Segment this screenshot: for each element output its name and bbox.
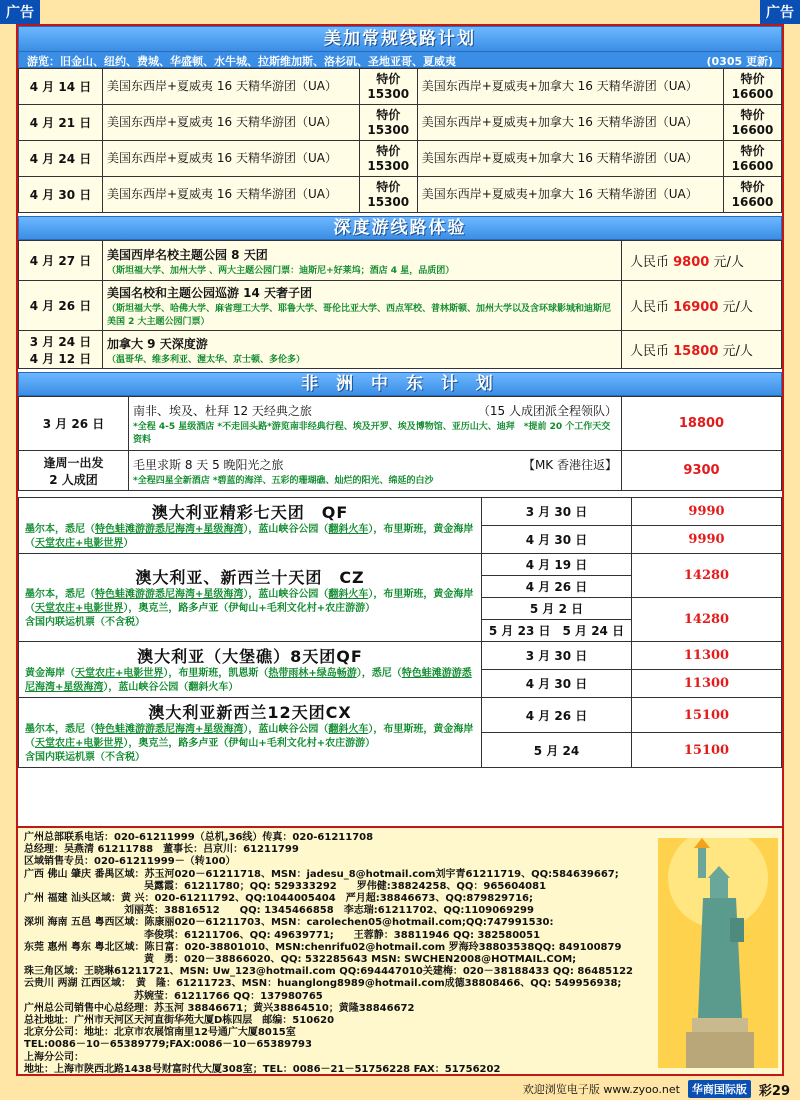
australia-row [19, 642, 782, 670]
australia-desc-part: 天堂农庄+电影世界 [35, 738, 124, 749]
australia-desc-part: 天堂农庄+电影世界 [35, 603, 124, 614]
usa-price-2 [724, 177, 782, 213]
usa-route-1: 美国东西岸+夏威夷 16 天精华游团（UA） [103, 105, 360, 141]
contact-line: 东莞 惠州 粤东 粤北区域：陈日富：020-38801010、MSN:chenrifu02@hotmail.com 罗海玲38803538QQ: 849100879 [24, 941, 622, 953]
deep-date [19, 281, 103, 331]
contact-line: 广州 福建 汕头区域：黄 兴：020-61211792、QQ:1044005404 严月超:38846673、QQ:879829716; [24, 893, 533, 905]
africa-sub: *全程四星全新酒店 *碧蓝的海洋、五彩的珊瑚礁、灿烂的阳光、绵延的白沙 [133, 475, 434, 486]
australia-desc-part: ），布里斯班，黄金海岸（ [25, 724, 474, 749]
usa-row [19, 141, 782, 177]
usa-price-1 [359, 105, 417, 141]
australia-desc-part: ），蓝山峡谷公园（ [243, 724, 329, 735]
contact-line: 北京分公司：地址：北京市农展馆南里12号通广大厦8015室 [24, 1027, 296, 1039]
australia-tour [19, 554, 482, 642]
statue-of-liberty-icon [658, 838, 778, 1068]
australia-tour-title: 澳大利亚、新西兰十天团 CZ [135, 568, 365, 587]
page-footer [0, 1078, 800, 1100]
africa-price: 9300 [622, 451, 782, 491]
usa-row [19, 105, 782, 141]
deep-title: 美国西岸名校主题公园 8 天团 [107, 247, 268, 262]
africa-note: 【MK 香港往返】 [522, 457, 617, 472]
deep-section-title: 深度游线路体验 [18, 216, 782, 240]
contact-line: 苏婉莹：61211766 QQ：137980765 [24, 990, 323, 1002]
deep-price [622, 241, 782, 281]
usa-price-2-label: 特价 [740, 179, 765, 194]
contact-line: 深圳 海南 五邑 粤西区域：陈康丽020－61211703、MSN：carolechen05@hotmail.com;QQ:747991530: [24, 917, 554, 929]
australia-price: 11300 [632, 642, 782, 670]
australia-date: 5 月 23 日 5 月 24 日 [482, 620, 632, 642]
australia-date: 4 月 30 日 [482, 526, 632, 554]
africa-sub: *全程 4-5 星级酒店 *不走回头路*游览南非经典行程、埃及开罗、埃及博物馆、亚历山大、迪拜 *提前 20 个工作天交资料 [133, 422, 611, 445]
africa-note: （15 人成团派全程领队） [477, 404, 617, 418]
australia-tour-desc [25, 667, 475, 695]
usa-price-2-value: 16600 [731, 158, 774, 173]
australia-desc-part: 特色蛙滩游游悉尼海湾+星级海湾 [95, 524, 244, 535]
usa-route-1: 美国东西岸+夏威夷 16 天精华游团（UA） [103, 69, 360, 105]
usa-section-title: 美加常规线路计划 [18, 26, 782, 52]
contact-line: 广州总部联系电话：020-61211999（总机,36线）传真：020-61211708 [24, 832, 374, 843]
usa-tour-cities: 游览：旧金山、纽约、费城、华盛顿、水牛城、拉斯维加斯、洛杉矶、圣地亚哥、夏威夷 [27, 55, 456, 68]
ad-label-left: 广告 [0, 0, 40, 24]
contact-line: 地址：上海市陕西北路1438号财富时代大厦308室；TEL：0086－21－51756228 FAX：51756202 [24, 1063, 501, 1075]
deep-title: 加拿大 9 天深度游 [107, 336, 208, 351]
deep-row [19, 331, 782, 369]
deep-date-2: 4 月 12 日 [29, 351, 92, 366]
africa-date [19, 451, 129, 491]
australia-price: 15100 [632, 733, 782, 768]
australia-desc-part: 翻斜火车 [328, 524, 369, 535]
usa-price-2-value: 16600 [731, 194, 774, 209]
usa-route-2: 美国东西岸+夏威夷+加拿大 16 天精华游团（UA） [417, 141, 723, 177]
australia-desc-part: 天堂农庄+电影世界 [35, 538, 124, 549]
footer-page-number: 彩29 [758, 1083, 790, 1099]
australia-row [19, 698, 782, 733]
deep-sub: （斯坦福大学、加州大学 、两大主题公园门票：迪斯尼+好莱坞；酒店 4 星，品质团） [107, 265, 455, 276]
australia-price: 15100 [632, 698, 782, 733]
australia-desc-part: ），奥克兰，路多卢亚（伊甸山+毛利文化村+农庄游游） [123, 738, 376, 749]
deep-price [622, 281, 782, 331]
contact-line: 云贵川 两湖 江西区域： 黄 隆：61211723、MSN：huanglong8989@hotmail.com成德38808466、QQ: 549956938; [24, 978, 622, 990]
deep-price-suffix: 元/人 [718, 344, 753, 359]
deep-price-value: 15800 [673, 344, 719, 359]
australia-tour [19, 642, 482, 698]
africa-desc [129, 397, 622, 451]
australia-desc-part: 墨尔本，悉尼（ [25, 589, 95, 600]
australia-desc-part: ） [123, 538, 134, 549]
australia-desc-part: 翻斜火车 [328, 589, 369, 600]
australia-table [18, 497, 782, 768]
australia-tour-desc [25, 723, 475, 751]
usa-price-1-value: 15300 [367, 194, 410, 209]
africa-desc [129, 451, 622, 491]
deep-price-prefix: 人民币 [630, 300, 674, 315]
australia-tour-desc [25, 523, 475, 551]
australia-desc-part: 特色蛙滩游游悉尼海湾+星级海湾 [95, 589, 244, 600]
usa-route-2: 美国东西岸+夏威夷+加拿大 16 天精华游团（UA） [417, 177, 723, 213]
australia-date: 4 月 19 日 [482, 554, 632, 576]
australia-date: 5 月 24 [482, 733, 632, 768]
usa-price-1-value: 15300 [367, 158, 410, 173]
footer-website-text[interactable]: 欢迎浏览电子版 www.zyoo.net [522, 1083, 680, 1096]
usa-price-2-value: 16600 [731, 86, 774, 101]
deep-desc [103, 281, 622, 331]
usa-date: 4 月 30 日 [19, 177, 103, 213]
contact-line: 上海分公司： [24, 1051, 84, 1063]
africa-date-1: 逢周一出发 [43, 455, 104, 470]
australia-date: 4 月 26 日 [482, 698, 632, 733]
africa-date [19, 397, 129, 451]
africa-price: 18800 [622, 397, 782, 451]
usa-route-2: 美国东西岸+夏威夷+加拿大 16 天精华游团（UA） [417, 69, 723, 105]
australia-desc-part: 热带雨林+绿岛畅游 [268, 668, 357, 679]
usa-date: 4 月 21 日 [19, 105, 103, 141]
contact-line: 广州总公司销售中心总经理：苏玉河 38846671；黄兴38864510；黄隆38846672 [24, 1002, 415, 1014]
usa-price-1-value: 15300 [367, 86, 410, 101]
australia-desc-part: 天堂农庄+电影世界 [75, 668, 164, 679]
usa-price-1-label: 特价 [376, 107, 401, 122]
usa-price-1 [359, 69, 417, 105]
deep-title: 美国名校和主题公园巡游 14 天奢子团 [107, 286, 313, 300]
contact-line: 黄 勇：020－38866020、QQ: 532285643 MSN: SWCHEN2008@HOTMAIL.COM; [24, 954, 577, 966]
australia-tour [19, 698, 482, 768]
deep-price-suffix: 元/人 [709, 255, 744, 270]
australia-desc-part: ），蓝山峡谷公园（ [243, 589, 329, 600]
australia-desc-part: ），布里斯班，黄金海岸（ [25, 589, 474, 614]
australia-desc-part: ），布里斯班，黄金海岸（ [25, 524, 474, 549]
deep-date [19, 241, 103, 281]
australia-price: 11300 [632, 670, 782, 698]
usa-price-2 [724, 69, 782, 105]
usa-row [19, 177, 782, 213]
usa-price-1-label: 特价 [376, 179, 401, 194]
usa-price-2-label: 特价 [740, 143, 765, 158]
deep-date [19, 331, 103, 369]
deep-price-value: 9800 [673, 255, 710, 270]
contact-line: 珠三角区域：王晓琳61211721、MSN: Uw_123@hotmail.com QQ:694447010关建梅：020－38188433 QQ: 86485122 [24, 966, 633, 978]
usa-price-1-label: 特价 [376, 71, 401, 86]
australia-desc-part: ），蓝山峡谷公园（翻斜火车） [103, 682, 239, 693]
deep-desc [103, 331, 622, 369]
australia-date: 3 月 30 日 [482, 642, 632, 670]
australia-date: 4 月 26 日 [482, 576, 632, 598]
australia-date: 4 月 30 日 [482, 670, 632, 698]
usa-price-1-label: 特价 [376, 143, 401, 158]
contact-line: 刘丽英：38816512 QQ: 1345466858 李志瑞:61211702、QQ:1109069299 [24, 905, 534, 917]
contact-line: 李俊琪：61211706、QQ: 49639771; 王蓉静：38811946 QQ: 382580051 [24, 929, 541, 941]
usa-price-2-label: 特价 [740, 71, 765, 86]
australia-desc-part: 墨尔本，悉尼（ [25, 724, 95, 735]
footer-edition-badge: 华商国际版 [688, 1080, 751, 1098]
australia-desc-part: 翻斜火车 [328, 724, 369, 735]
africa-date-1: 3 月 26 日 [42, 417, 105, 431]
deep-row [19, 281, 782, 331]
contact-line: 广西 佛山 肇庆 番禺区域：苏玉河020－61211718、MSN：jadesu_8@hotmail.com刘宇青61211719、QQ:584639667; [24, 868, 619, 880]
deep-date-1: 3 月 24 日 [29, 334, 92, 349]
usa-price-2-label: 特价 [740, 107, 765, 122]
australia-desc-part: ），蓝山峡谷公园（ [243, 524, 329, 535]
australia-desc-part: ），悉尼（ [356, 668, 402, 679]
deep-price-suffix: 元/人 [718, 300, 753, 315]
africa-title-line [133, 456, 617, 473]
deep-table [18, 240, 782, 369]
australia-tour-desc [25, 588, 475, 616]
australia-desc-part: 墨尔本，悉尼（ [25, 524, 95, 535]
usa-route-2: 美国东西岸+夏威夷+加拿大 16 天精华游团（UA） [417, 105, 723, 141]
australia-row [19, 498, 782, 526]
australia-date: 3 月 30 日 [482, 498, 632, 526]
africa-date-2: 2 人成团 [49, 472, 98, 487]
usa-price-1 [359, 141, 417, 177]
australia-desc-part: 特色蛙滩游游悉尼海湾+星级海湾 [25, 668, 472, 693]
usa-price-2 [724, 105, 782, 141]
australia-price: 9990 [632, 526, 782, 554]
deep-desc [103, 241, 622, 281]
australia-price: 14280 [632, 598, 782, 642]
usa-route-1: 美国东西岸+夏威夷 16 天精华游团（UA） [103, 177, 360, 213]
africa-title: 毛里求斯 8 天 5 晚阳光之旅 [133, 457, 284, 472]
deep-date-1: 4 月 27 日 [29, 254, 92, 268]
australia-tour-title: 澳大利亚新西兰12天团CX [148, 703, 352, 722]
contact-line: 吴露霞：61211780；QQ: 529333292 罗伟健:38824258、QQ：965604081 [24, 880, 547, 892]
usa-price-1-value: 15300 [367, 122, 410, 137]
contact-line: 总经理：吴燕清 61211788 董事长：吕京川：61211799 [24, 844, 299, 856]
australia-extra: 含国内联运机票（不含税） [25, 617, 145, 628]
usa-price-2 [724, 141, 782, 177]
deep-date-1: 4 月 26 日 [29, 299, 92, 313]
australia-desc-part: 黄金海岸（ [25, 668, 75, 679]
usa-table [18, 68, 782, 213]
contact-line: 总社地址：广州市天河区天河直街华苑大厦D栋四层 邮编：510620 [24, 1015, 335, 1027]
australia-tour-title: 澳大利亚精彩七天团 QF [151, 503, 349, 522]
contact-block [18, 826, 784, 1076]
australia-desc-part: 特色蛙滩游游悉尼海湾+星级海湾 [95, 724, 244, 735]
deep-price-prefix: 人民币 [630, 255, 674, 270]
africa-title: 南非、埃及、杜拜 12 天经典之旅 [133, 404, 312, 418]
australia-price: 14280 [632, 554, 782, 598]
australia-row [19, 554, 782, 576]
deep-sub: （斯坦福大学、哈佛大学、麻省理工大学、耶鲁大学、哥伦比亚大学、西点军校、普林斯顿、加州大学以及含环球影城和迪斯尼美国 2 大主题公园门票） [107, 304, 612, 327]
deep-sub: （温哥华、维多利亚、渥太华、京士顿、多伦多） [107, 354, 306, 365]
usa-route-1: 美国东西岸+夏威夷 16 天精华游团（UA） [103, 141, 360, 177]
australia-tour-title: 澳大利亚（大堡礁）8天团QF [137, 647, 363, 666]
australia-date: 5 月 2 日 [482, 598, 632, 620]
usa-row [19, 69, 782, 105]
australia-extra: 含国内联运机票（不含税） [25, 752, 145, 763]
australia-desc-part: ），布里斯班，凯恩斯（ [163, 668, 269, 679]
deep-price [622, 331, 782, 369]
deep-price-prefix: 人民币 [630, 344, 674, 359]
usa-update-note: (0305 更新) [706, 55, 773, 68]
africa-row [19, 451, 782, 491]
usa-price-2-value: 16600 [731, 122, 774, 137]
africa-row [19, 397, 782, 451]
africa-table [18, 396, 782, 491]
australia-tour [19, 498, 482, 554]
australia-desc-part: ），奥克兰，路多卢亚（伊甸山+毛利文化村+农庄游游） [123, 603, 376, 614]
usa-price-1 [359, 177, 417, 213]
usa-date: 4 月 14 日 [19, 69, 103, 105]
brochure-page [16, 24, 784, 1076]
deep-row [19, 241, 782, 281]
usa-tour-line [18, 52, 782, 68]
deep-price-value: 16900 [673, 300, 719, 315]
contact-line: TEL:0086－10－65389779;FAX:0086－10－65389793 [24, 1039, 312, 1051]
ad-label-right: 广告 [760, 0, 800, 24]
africa-title-line [133, 402, 617, 419]
contact-line: 区域销售专员：020-61211999－（转100） [24, 856, 236, 868]
usa-date: 4 月 24 日 [19, 141, 103, 177]
australia-price: 9990 [632, 498, 782, 526]
africa-section-title: 非 洲 中 东 计 划 [18, 372, 782, 396]
